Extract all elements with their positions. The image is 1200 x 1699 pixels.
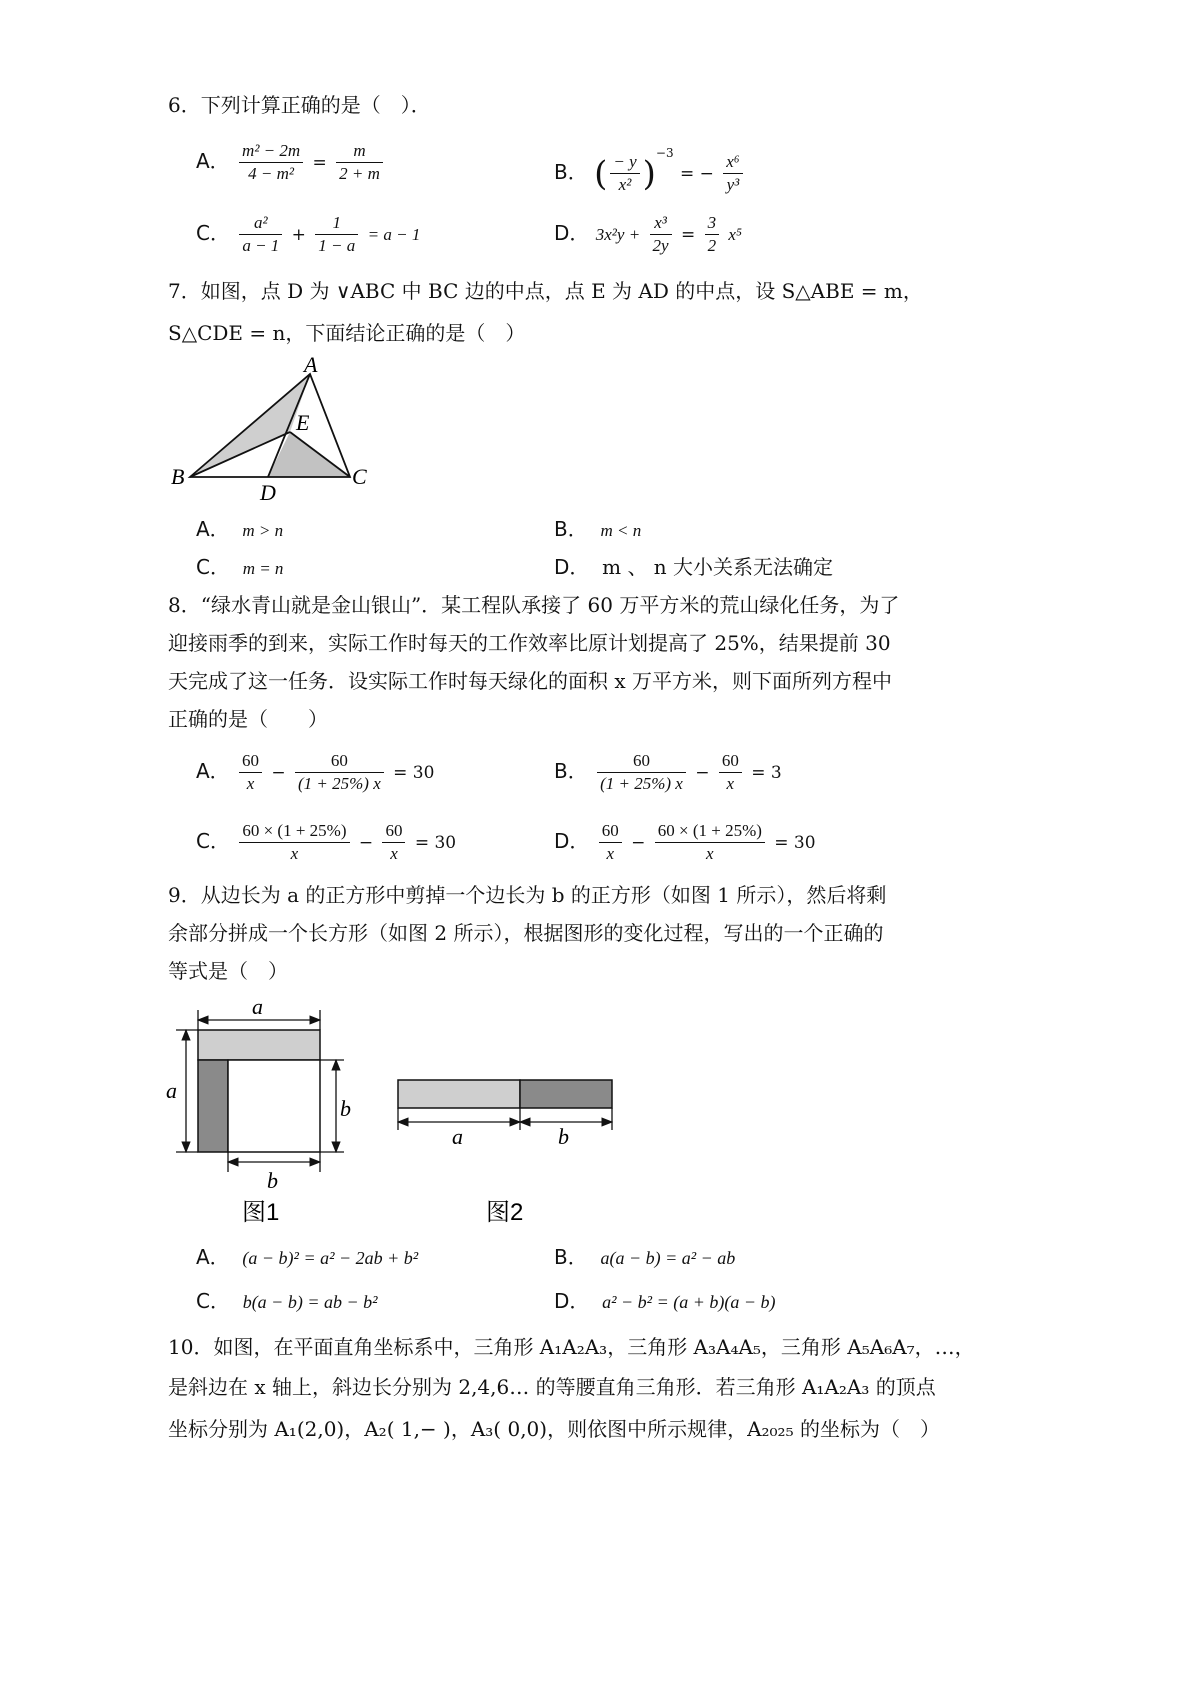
q7-stem-line1: 7．如图，点 D 为 ∨ABC 中 BC 边的中点，点 E 为 AD 的中点，设 S△ABE = m， <box>168 279 923 303</box>
fraction-denominator: 2 + m <box>339 164 380 183</box>
fraction-numerator: 60 × (1 + 25%) <box>239 820 349 843</box>
q9-line1: 9．从边长为 a 的正方形中剪掉一个边长为 b 的正方形（如图 1 所示），然后将剩 <box>168 883 887 907</box>
exponent: −3 <box>655 146 674 160</box>
fraction-numerator: 60 <box>597 750 686 773</box>
q8-option-b <box>554 750 782 795</box>
triangle-figure <box>168 352 388 512</box>
fig2-caption: 图2 <box>486 1199 524 1226</box>
q10-line2: 是斜边在 x 轴上，斜边长分别为 2,4,6… 的等腰直角三角形．若三角形 A₁A₂A₃ 的顶点 <box>168 1375 936 1399</box>
option-text: a² − b² = (a + b)(a − b) <box>602 1292 776 1312</box>
fraction-denominator: x <box>606 844 615 863</box>
q6-stem: 6．下列计算正确的是（ ）． <box>168 93 431 117</box>
fig2-left-part <box>398 1080 520 1108</box>
square-rectangle-figure <box>160 990 630 1230</box>
fraction-denominator: a − 1 <box>242 236 280 255</box>
fraction-numerator: 60 <box>599 820 622 843</box>
q7-option-c <box>196 554 283 582</box>
q8-line2: 迎接雨季的到来，实际工作时每天的工作效率比原计划提高了 25%，结果提前 30 <box>168 631 891 655</box>
q9-option-a <box>196 1244 418 1271</box>
fraction-denominator: x <box>290 844 299 863</box>
equals-sign: = <box>312 152 327 173</box>
fraction-numerator: 60 <box>719 750 742 773</box>
fraction-denominator: 2y <box>652 236 669 255</box>
vertex-label-d: D <box>260 480 276 505</box>
fraction-denominator: x² <box>618 175 632 194</box>
fig1-label-a-left: a <box>166 1078 177 1103</box>
q8-option-d <box>554 820 816 865</box>
fraction-numerator: x⁶ <box>723 151 742 174</box>
minus-sign: − <box>358 832 374 853</box>
option-label: C． <box>196 221 230 245</box>
option-text: (a − b)² = a² − 2ab + b² <box>242 1248 419 1268</box>
minus-sign: − <box>271 762 286 783</box>
vertex-label-c: C <box>352 464 367 489</box>
fig2-right-part <box>520 1080 612 1108</box>
q6-option-d <box>554 212 742 257</box>
option-label: B． <box>554 1245 588 1269</box>
fraction-numerator: a² <box>239 212 282 235</box>
q9-line2: 余部分拼成一个长方形（如图 2 所示），根据图形的变化过程，写出的一个正确的 <box>168 921 884 945</box>
equation-rhs: = a − 1 <box>367 224 421 244</box>
q7-option-a <box>196 516 283 544</box>
shaded-triangle-cde <box>268 432 350 477</box>
option-text: m 、 n 大小关系无法确定 <box>602 555 834 579</box>
option-label: C． <box>196 1289 230 1313</box>
option-label: C． <box>196 829 230 853</box>
q7-stem-line2: S△CDE = n，下面结论正确的是（ ） <box>168 321 526 345</box>
option-label: D． <box>554 221 590 245</box>
q10-line1: 10．如图，在平面直角坐标系中，三角形 A₁A₂A₃，三角形 A₃A₄A₅，三角形 A₅A₆A₇，…， <box>168 1335 975 1359</box>
fraction-numerator: 60 <box>295 750 384 773</box>
equals-sign: = − <box>679 163 714 184</box>
q9-line3: 等式是（ ） <box>168 959 288 983</box>
equation-lhs: 3x²y + <box>595 224 641 244</box>
minus-sign: − <box>695 762 710 783</box>
q8-line3: 天完成了这一任务．设实际工作时每天绿化的面积 x 万平方米，则下面所列方程中 <box>168 669 892 693</box>
option-label: A． <box>196 517 230 541</box>
option-label: A． <box>196 1245 230 1269</box>
fraction-denominator: x <box>246 774 255 793</box>
q6-option-a <box>196 140 386 185</box>
fig1-label-b-right: b <box>340 1096 351 1121</box>
option-text: a(a − b) = a² − ab <box>600 1248 736 1268</box>
option-label: D． <box>554 829 590 853</box>
fraction-denominator: 4 − m² <box>248 164 295 183</box>
fig1-top-strip <box>198 1030 320 1060</box>
fraction-denominator: x <box>390 844 398 863</box>
q6-option-b: B． ( $\frac{- y}{\text{x²}}$ )$^{-3}$ = − $\frac{\text{x⁶}}{\text{y³}}$ <box>554 140 746 196</box>
fig1-left-strip <box>198 1060 228 1152</box>
option-label: B． <box>554 160 588 184</box>
q9-option-b <box>554 1244 735 1271</box>
option-label: D． <box>554 555 590 579</box>
fraction-numerator: x³ <box>650 212 672 235</box>
option-label: A． <box>196 759 230 783</box>
option-label: A． <box>196 149 230 173</box>
fig1-label-a-top: a <box>252 994 263 1019</box>
vertex-label-a: A <box>304 352 318 377</box>
fig2-label-a: a <box>452 1124 463 1149</box>
fraction-denominator: (1 + 25%) x <box>600 774 683 793</box>
fig2-label-b: b <box>558 1124 569 1149</box>
fraction-denominator: 2 <box>707 236 717 255</box>
q8-option-c <box>196 820 456 865</box>
q8-line4: 正确的是（ ） <box>168 707 328 731</box>
fraction-denominator: 1 − a <box>318 236 356 255</box>
q9-option-c <box>196 1288 378 1315</box>
option-text: m = n <box>242 559 284 578</box>
q8-line1: 8．“绿水青山就是金山银山”．某工程队承接了 60 万平方米的荒山绿化任务，为了 <box>168 593 900 617</box>
equation-rhs: = 3 <box>751 762 782 783</box>
vertex-label-e: E <box>296 410 310 435</box>
fig1-label-b-bottom: b <box>267 1168 278 1193</box>
equation-rhs: x⁵ <box>728 224 742 244</box>
option-text: m > n <box>242 521 284 540</box>
q7-option-b <box>554 516 641 544</box>
fig1-cut-square <box>228 1060 320 1152</box>
equation-rhs: = 30 <box>393 762 435 783</box>
fraction-denominator: x <box>706 844 714 863</box>
fig1-caption: 图1 <box>242 1199 280 1226</box>
option-label: D． <box>554 1289 590 1313</box>
fraction-denominator: x <box>726 774 735 793</box>
vertex-label-b: B <box>171 464 185 489</box>
plus-sign: + <box>291 224 306 245</box>
fraction-denominator: (1 + 25%) x <box>298 774 381 793</box>
equals-sign: = <box>680 224 696 245</box>
option-label: B． <box>554 759 588 783</box>
minus-sign: − <box>631 832 646 853</box>
fraction-numerator: 3 <box>705 212 720 235</box>
fraction-numerator: 60 × (1 + 25%) <box>655 820 765 843</box>
fraction-numerator: − y <box>610 151 639 174</box>
fraction-numerator: 1 <box>315 212 358 235</box>
option-label: B． <box>554 517 588 541</box>
fraction-numerator: m <box>336 140 383 163</box>
option-text: b(a − b) = ab − b² <box>242 1292 378 1312</box>
q9-option-d <box>554 1288 775 1315</box>
fraction-numerator: 60 <box>382 820 405 843</box>
q6-option-c <box>196 212 420 257</box>
fraction-numerator: 60 <box>239 750 262 773</box>
option-label: C． <box>196 555 230 579</box>
equation-rhs: = 30 <box>414 832 457 853</box>
equation-rhs: = 30 <box>774 832 816 853</box>
fraction-denominator: y³ <box>726 175 740 194</box>
q7-option-d <box>554 554 833 580</box>
q10-line3: 坐标分别为 A₁(2,0)，A₂( 1,− )，A₃( 0,0)，则依图中所示规律，A₂₀₂₅ 的坐标为（ ） <box>168 1417 940 1441</box>
q8-option-a <box>196 750 434 795</box>
fraction-numerator: m² − 2m <box>239 140 303 163</box>
option-text: m < n <box>600 521 642 540</box>
